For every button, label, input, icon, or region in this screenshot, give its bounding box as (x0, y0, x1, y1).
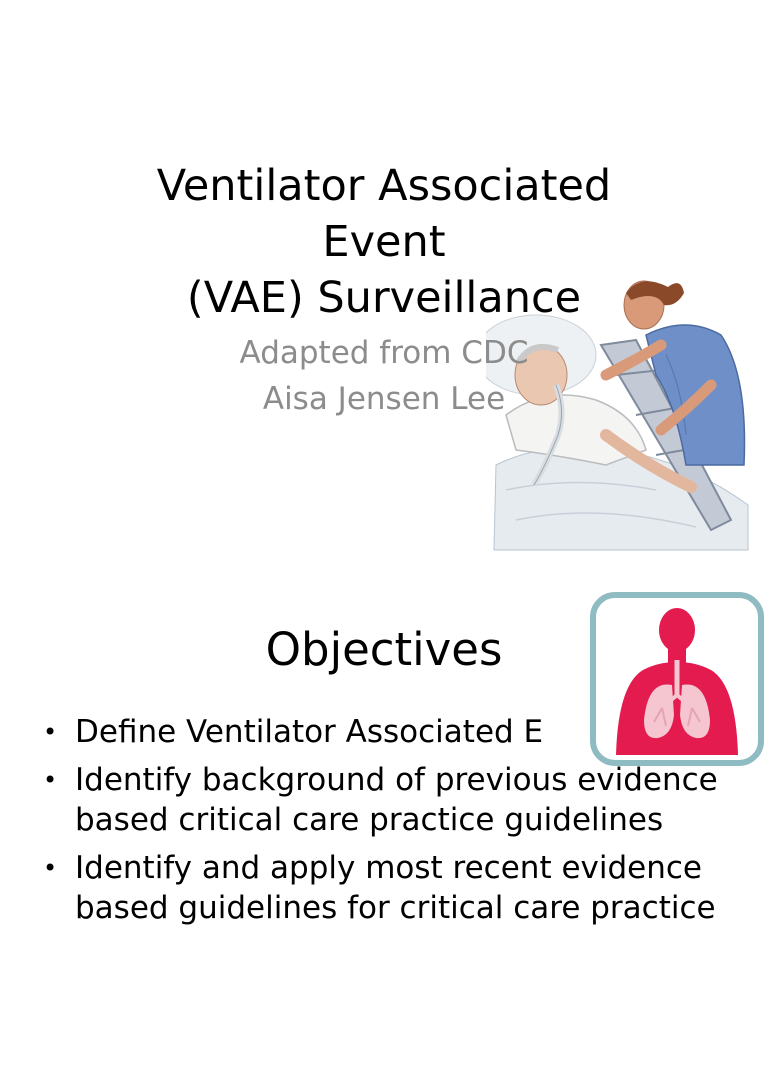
list-item (40, 760, 740, 840)
subtitle-author: Aisa Jensen Lee (262, 381, 506, 417)
objectives-slide (0, 562, 768, 1074)
objectives-list (40, 712, 740, 936)
bullet-icon: • (43, 766, 58, 794)
list-item (40, 712, 740, 752)
list-item-text: Identify and apply most recent evidence based guidelines for critical care practice (75, 850, 716, 926)
list-item-text: Identify background of previous evidence based critical care practice guidelines (75, 762, 718, 838)
slide-title-line: Ventilator Associated (156, 161, 612, 211)
bullet-icon: • (43, 854, 58, 882)
slide-title (100, 158, 668, 326)
slide-title-line: (VAE) Surveillance (186, 273, 582, 323)
bullet-icon: • (43, 718, 58, 746)
slide-subtitle (100, 330, 668, 422)
subtitle-source: Adapted from CDC (239, 335, 529, 371)
slide-title-line: Event (322, 217, 446, 267)
list-item-text: Define Ventilator Associated E (75, 714, 544, 750)
list-item (40, 848, 740, 928)
objectives-title: Objectives (265, 623, 503, 676)
title-slide (0, 50, 768, 562)
